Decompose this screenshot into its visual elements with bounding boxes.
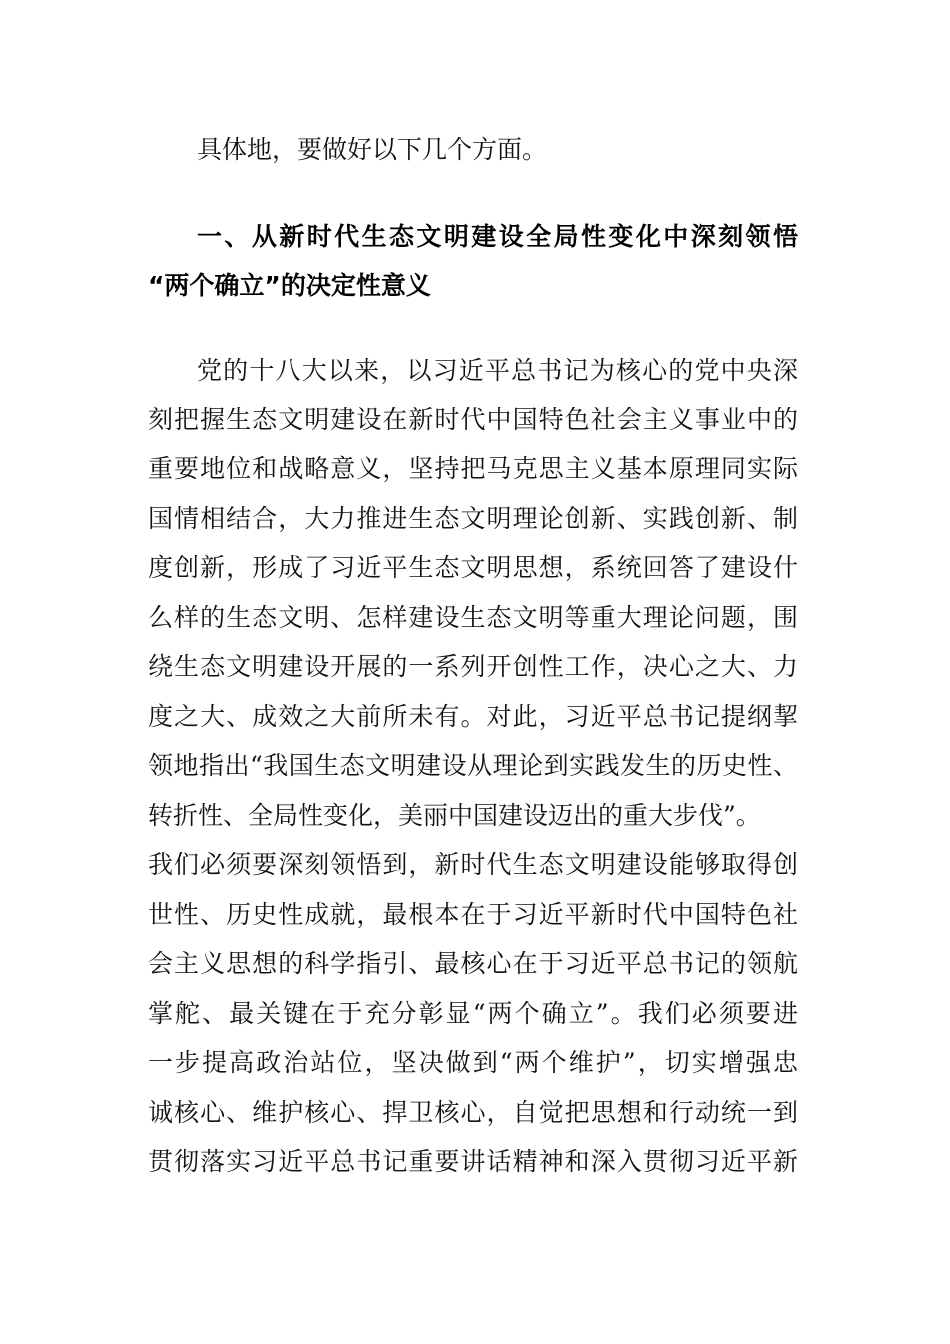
section-heading-line-2: “两个确立”的决定性意义	[148, 271, 431, 300]
body-line: 诚核心、维护核心、捍卫核心，自觉把思想和行动统一到	[148, 1098, 798, 1127]
body-line: 转折性、全局性变化，美丽中国建设迈出的重大步伐”。	[148, 801, 761, 830]
body-line: 一步提高政治站位，坚决做到“两个维护”，切实增强忠	[148, 1048, 798, 1077]
body-line: 度之大、成效之大前所未有。对此，习近平总书记提纲挈	[148, 702, 798, 731]
body-line: 领地指出“我国生态文明建设从理论到实践发生的历史性、	[148, 751, 798, 780]
body-line: 掌舵、最关键在于充分彰显“两个确立”。我们必须要进	[148, 999, 798, 1028]
section-heading-line-1: 一、从新时代生态文明建设全局性变化中深刻领悟	[197, 222, 798, 251]
body-line: 国情相结合，大力推进生态文明理论创新、实践创新、制	[148, 504, 798, 533]
body-line: 党的十八大以来，以习近平总书记为核心的党中央深	[197, 356, 798, 385]
intro-paragraph: 具体地，要做好以下几个方面。	[197, 135, 548, 164]
body-line: 么样的生态文明、怎样建设生态文明等重大理论问题，围	[148, 603, 798, 632]
body-line: 度创新，形成了习近平生态文明思想，系统回答了建设什	[148, 553, 798, 582]
body-line: 贯彻落实习近平总书记重要讲话精神和深入贯彻习近平新	[148, 1147, 798, 1176]
body-line: 刻把握生态文明建设在新时代中国特色社会主义事业中的	[148, 405, 798, 434]
body-line: 我们必须要深刻领悟到，新时代生态文明建设能够取得创	[148, 850, 798, 879]
body-line: 重要地位和战略意义，坚持把马克思主义基本原理同实际	[148, 454, 798, 483]
body-line: 世性、历史性成就，最根本在于习近平新时代中国特色社	[148, 900, 798, 929]
body-line: 会主义思想的科学指引、最核心在于习近平总书记的领航	[148, 949, 798, 978]
body-line: 绕生态文明建设开展的一系列开创性工作，决心之大、力	[148, 652, 798, 681]
